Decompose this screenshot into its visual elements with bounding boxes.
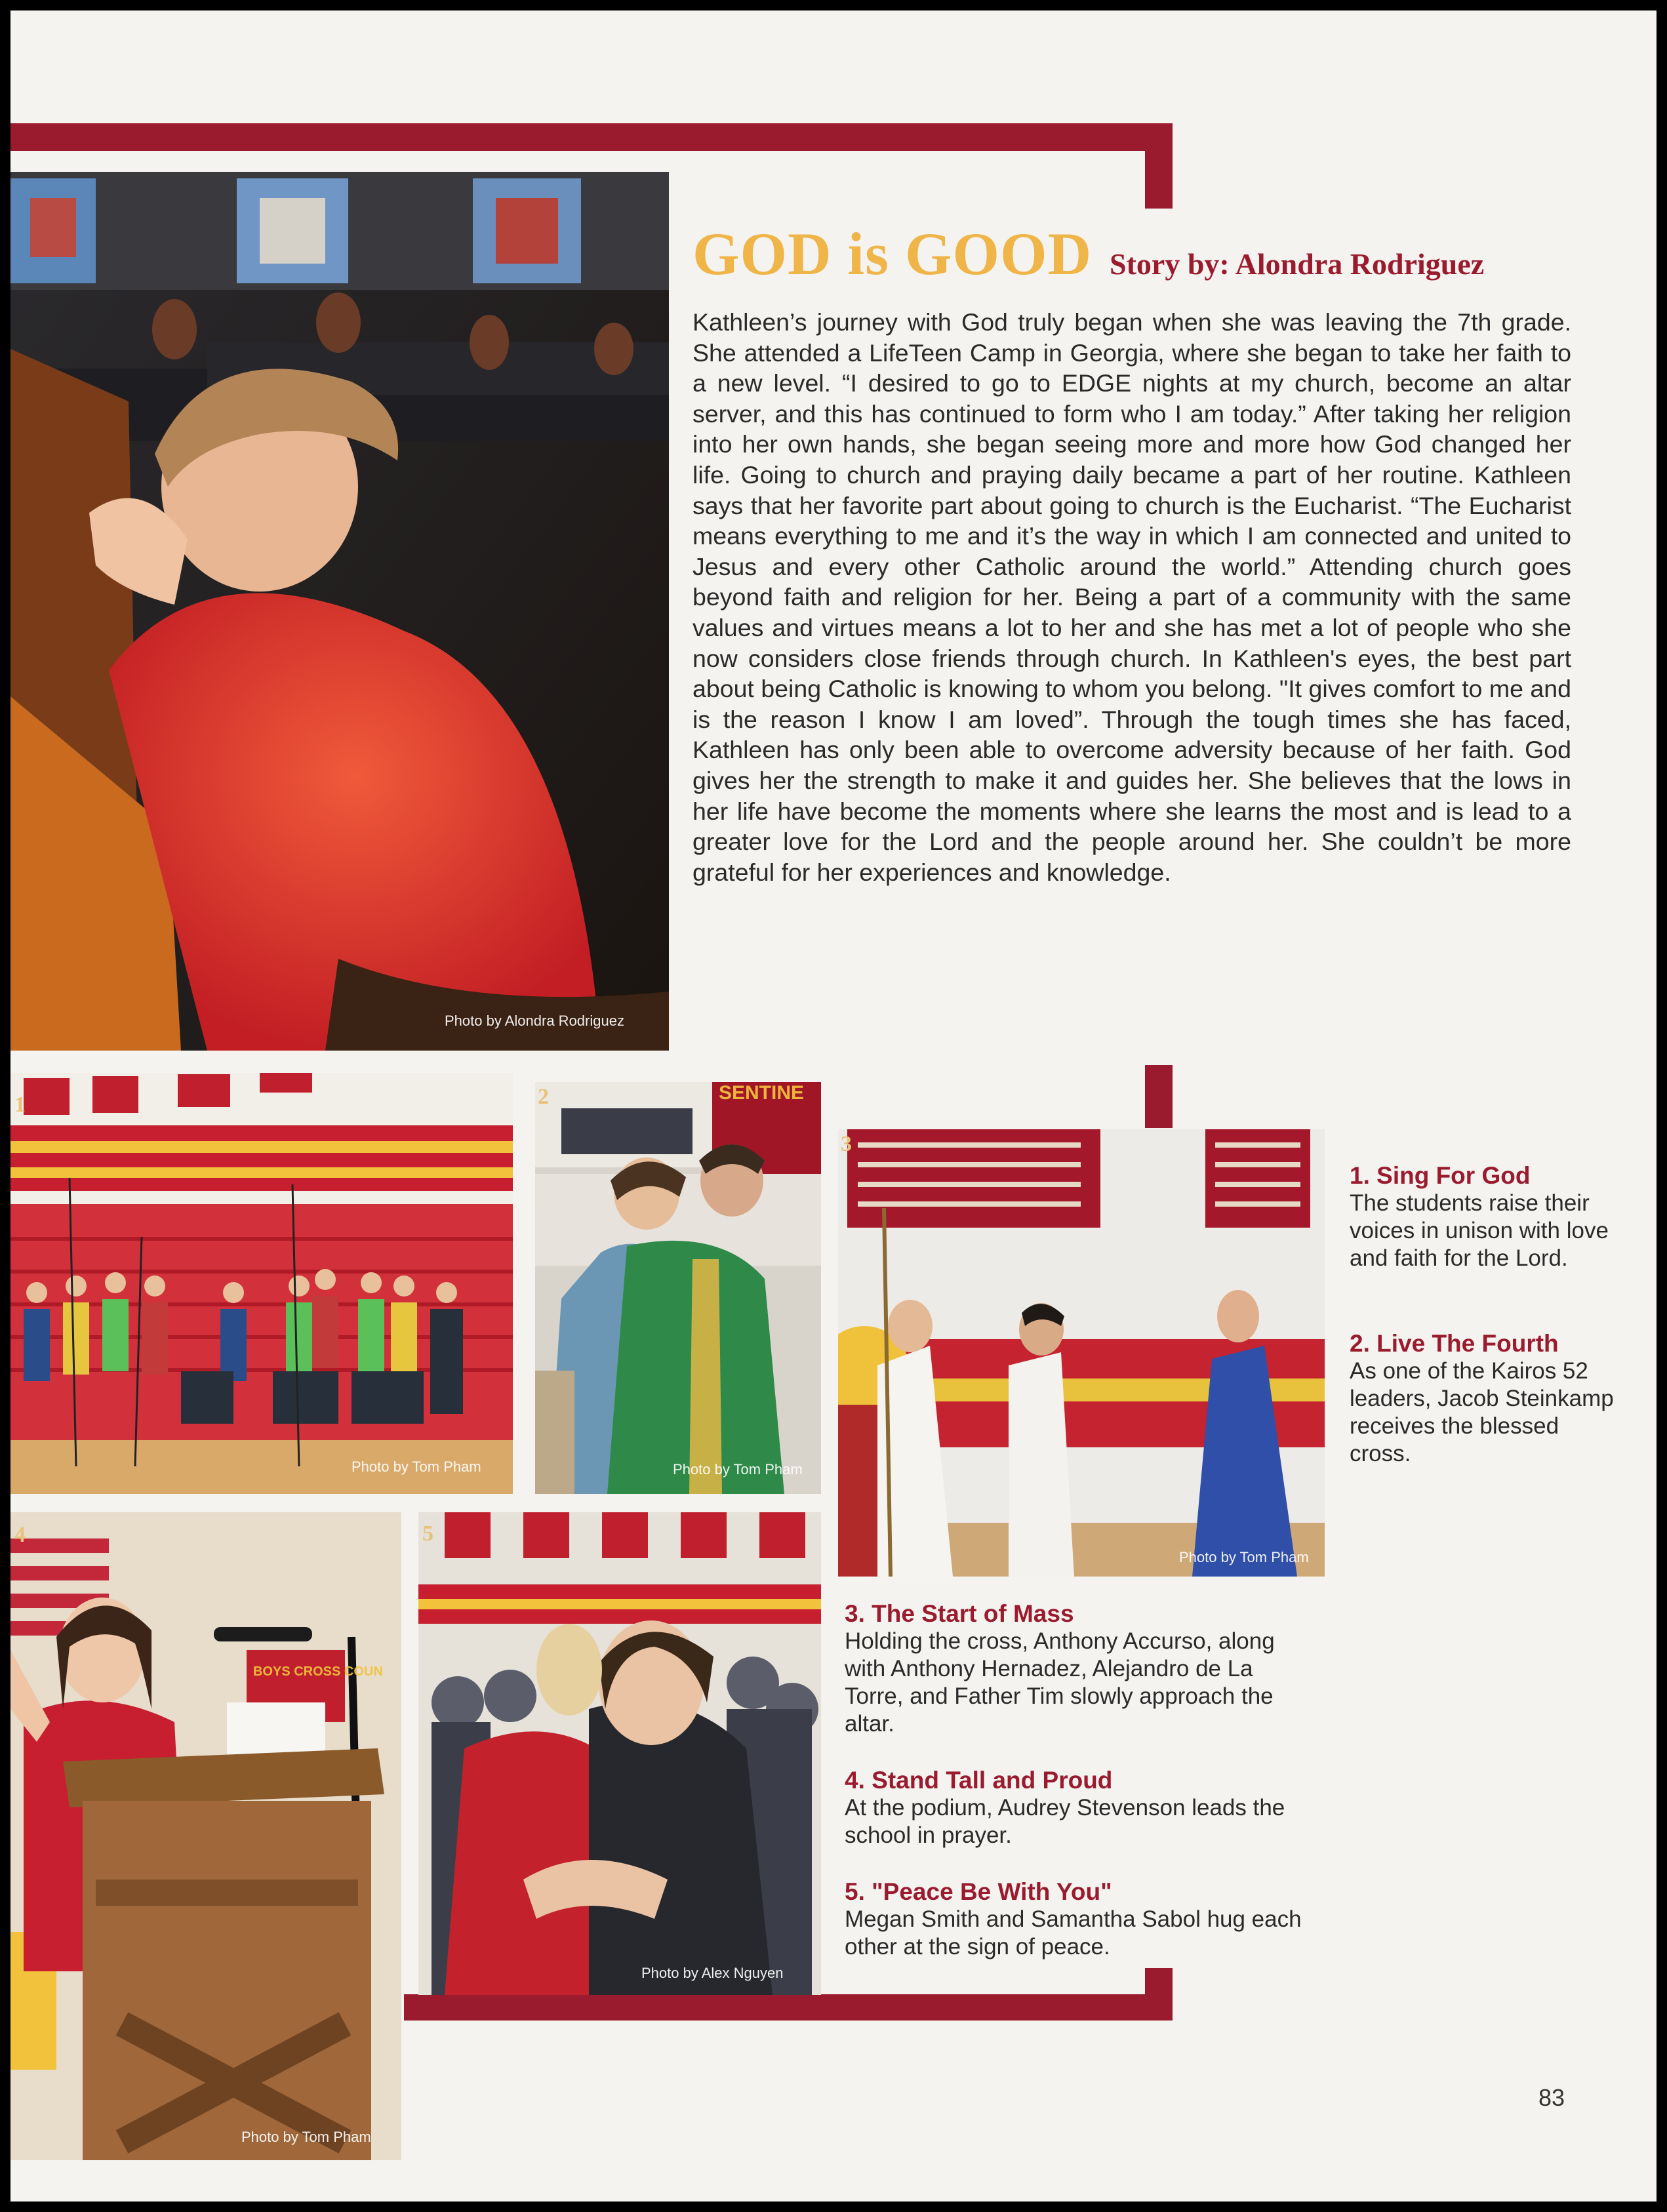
caption-title: 2. Live The Fourth [1350, 1330, 1559, 1357]
photo-credit: Photo by Alondra Rodriguez [445, 1013, 624, 1029]
caption-text: As one of the Kairos 52 leaders, Jacob Steinkamp receives the blessed cross. [1350, 1358, 1614, 1466]
caption-text: At the podium, Audrey Stevenson leads the school in prayer. [845, 1795, 1285, 1848]
bottom-bar-end [1145, 1968, 1173, 2021]
photo-number: 1 [14, 1093, 26, 1117]
top-bar [10, 123, 1173, 151]
caption-5 [845, 1878, 1317, 1961]
sign-text: SENTINE [719, 1082, 805, 1104]
photo-credit: Photo by Tom Pham [1179, 1549, 1309, 1565]
photo-credit: Photo by Tom Pham [241, 2129, 371, 2145]
photo-number: 4 [14, 1523, 26, 1547]
photo-number: 3 [841, 1132, 852, 1156]
photo-number: 2 [538, 1085, 549, 1109]
caption-text: Holding the cross, Anthony Accurso, along with Anthony Hernadez, Alejandro de La Torre, and Father Tim slowly approach the altar. [845, 1628, 1275, 1737]
caption-3 [845, 1600, 1317, 1738]
caption-title: 1. Sing For God [1350, 1162, 1531, 1189]
article-byline: Story by: Alondra Rodriguez [1110, 247, 1485, 281]
photo-1-choir [10, 1073, 513, 1494]
bottom-bar [404, 1994, 1173, 2021]
caption-text: Megan Smith and Samantha Sabol hug each other at the sign of peace. [845, 1906, 1302, 1960]
caption-2 [1350, 1330, 1625, 1468]
photo-4-podium-prayer [10, 1512, 401, 2160]
page-number: 83 [1538, 2084, 1565, 2111]
photo-2-cross-blessing [535, 1082, 821, 1494]
caption-title: 5. "Peace Be With You" [845, 1878, 1112, 1905]
photo-credit: Photo by Tom Pham [673, 1461, 803, 1478]
main-photo-praying-student [10, 172, 669, 1051]
photo-5-sign-of-peace [418, 1512, 821, 1995]
article-title: GOD is GOOD [693, 220, 1093, 287]
yearbook-page [10, 10, 1657, 2202]
photo-credit: Photo by Tom Pham [351, 1458, 481, 1475]
caption-title: 3. The Start of Mass [845, 1600, 1074, 1627]
caption-title: 4. Stand Tall and Proud [845, 1767, 1113, 1794]
photo-number: 5 [422, 1521, 433, 1546]
banner-text: BOYS CROSS COUN [253, 1664, 383, 1679]
photo-credit: Photo by Alex Nguyen [641, 1965, 784, 1981]
photo-3-start-of-mass [838, 1129, 1325, 1577]
middle-bar [1145, 1065, 1173, 1128]
caption-4 [845, 1767, 1317, 1849]
caption-text: The students raise their voices in unison with love and faith for the Lord. [1350, 1190, 1609, 1271]
article-body: Kathleen’s journey with God truly began when she was leaving the 7th grade. She attended a LifeTeen Camp in Georgia, where she began to take her faith to a new level. “I desired to go to EDGE nights at my church, become an altar server, and this has continued to form who I am today.” After taking her religion into her own hands, she began seeing more and more how God changed her life. Going to church and praying daily became a part of her routine. Kathleen says that her favorite part about going to church is the Eucharist. “The Eucharist means everything to me and it’s the way in which I am connected and united to Jesus and every other Catholic around the world.” Attending church goes beyond faith and religion for her. Being a part of a community with the same values and virtues means a lot to her and she has met a lot of people who she now considers close friends through church. In Kathleen's eyes, the best part about being Catholic is knowing to whom you belong. "It gives comfort to me and is the reason I know I am loved”. Through the tough times she has faced, Kathleen has only been able to overcome adversity because of her faith. God gives her the strength to make it and guides her. She believes that the lows in her life have become the moments where she learns the most and is lead to a greater love for the Lord and the people around her. She couldn’t be more grateful for her experiences and knowledge. [693, 308, 1571, 886]
caption-1 [1350, 1162, 1625, 1272]
top-bar-end [1145, 123, 1173, 209]
